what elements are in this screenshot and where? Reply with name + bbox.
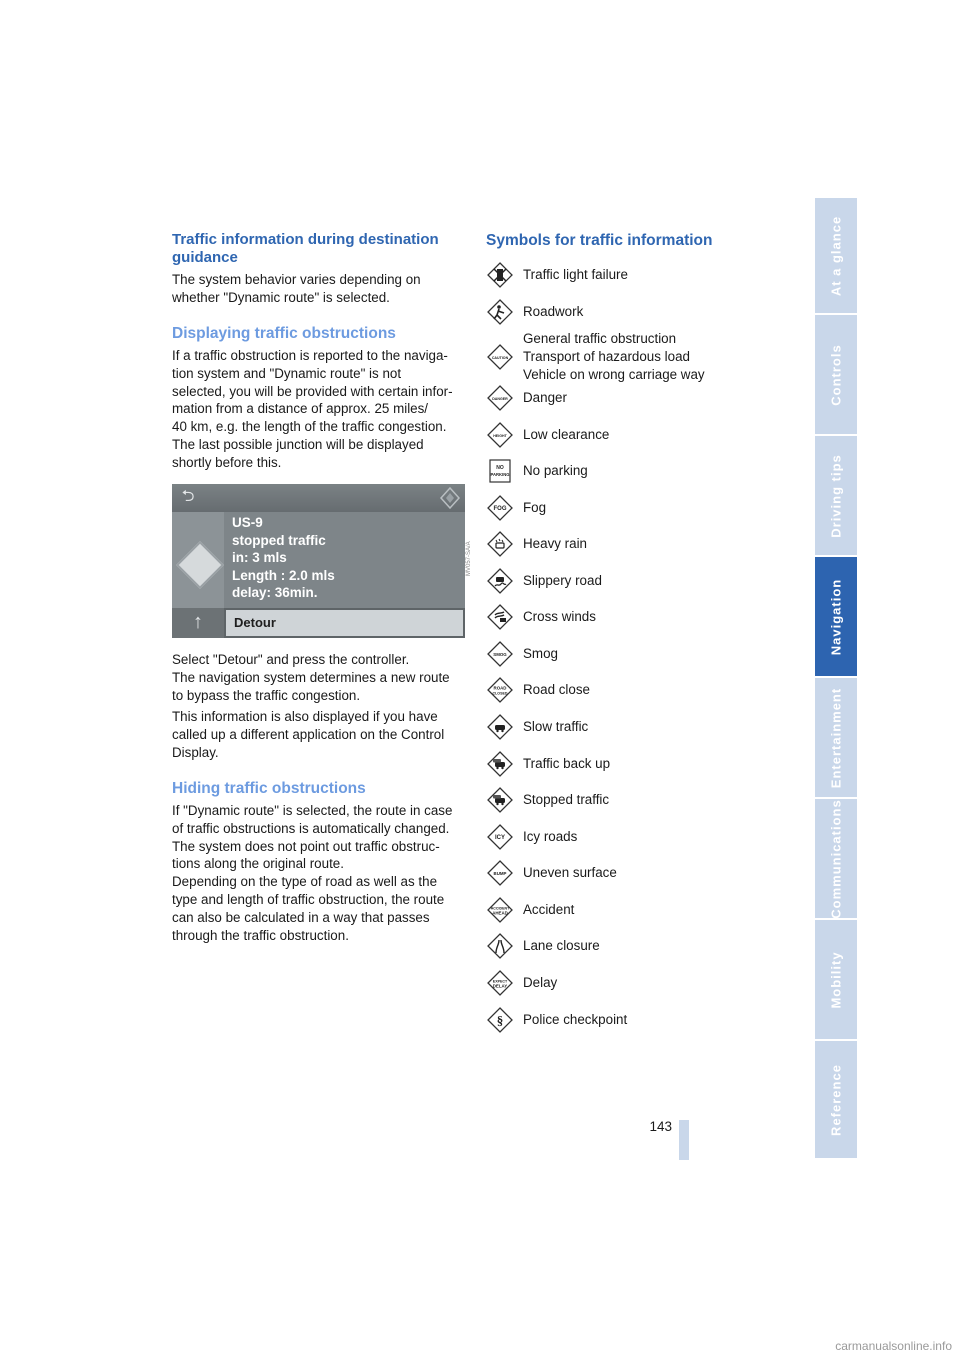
text-line: Length : 2.0 mls xyxy=(232,567,335,583)
symbol-label xyxy=(523,755,610,773)
tab-label: Reference xyxy=(828,1063,844,1136)
text-line: selected, you will be provided with certain infor- xyxy=(172,383,453,399)
text-line: The navigation system determines a new route xyxy=(172,669,450,685)
symbol-label-line: Transport of hazardous load xyxy=(523,348,690,364)
symbol-label xyxy=(523,389,567,407)
symbol-label-line: Smog xyxy=(523,646,558,661)
svg-text:SMOG: SMOG xyxy=(493,652,507,657)
caution-sign-icon xyxy=(487,344,513,370)
straight-arrow-icon: ↑ xyxy=(193,611,203,633)
tab-label: At a glance xyxy=(828,215,844,296)
text-line: The system behavior varies depending on xyxy=(172,272,421,287)
tab-entertainment[interactable] xyxy=(815,678,857,799)
text-line: Display. xyxy=(172,744,219,760)
text-line: If a traffic obstruction is reported to the naviga- xyxy=(172,348,448,363)
bump-sign-icon xyxy=(487,860,513,886)
page-number-bar xyxy=(679,1120,689,1160)
tab-label: Driving tips xyxy=(828,453,844,538)
symbol-label-line: Stopped traffic xyxy=(523,792,610,807)
image-code: MV057-SA/A xyxy=(466,541,472,576)
text-line: type and length of traffic obstruction, the route xyxy=(172,891,445,907)
tab-communications[interactable] xyxy=(815,799,857,920)
hiding-paragraph xyxy=(172,802,467,944)
police-checkpoint-icon xyxy=(487,1007,513,1033)
symbol-label-line: General traffic obstruction xyxy=(523,331,677,346)
symbol-label-line: Road close xyxy=(523,682,590,697)
svg-text:FOG: FOG xyxy=(493,506,507,512)
symbol-label xyxy=(523,828,577,846)
symbol-label xyxy=(523,937,600,955)
symbol-label-line: Slow traffic xyxy=(523,719,589,734)
text-line: guidance xyxy=(172,249,238,266)
svg-text:BUMP: BUMP xyxy=(493,871,507,876)
symbol-label xyxy=(523,791,609,809)
symbol-label xyxy=(523,572,602,590)
tab-driving-tips[interactable] xyxy=(815,436,857,557)
slow-traffic-icon xyxy=(487,714,513,740)
tab-controls[interactable] xyxy=(815,315,857,436)
symbol-label xyxy=(523,535,587,553)
back-arrow-icon: ⮌ xyxy=(181,488,195,505)
text-line: Traffic information during destination xyxy=(172,231,439,248)
symbol-label-line: Delay xyxy=(523,975,558,990)
control-display-screenshot xyxy=(172,484,465,638)
text-line: delay: 36min. xyxy=(232,585,318,600)
heavy-rain-icon xyxy=(487,531,513,557)
tab-reference[interactable] xyxy=(815,1041,857,1160)
symbol-label xyxy=(523,1011,627,1029)
svg-text:DANGER: DANGER xyxy=(492,397,508,401)
symbol-label xyxy=(523,499,546,517)
tab-label: Communications xyxy=(828,798,844,919)
svg-text:HEIGHT: HEIGHT xyxy=(493,434,507,438)
slippery-road-icon xyxy=(487,568,513,594)
symbol-label xyxy=(523,266,628,284)
symbol-label xyxy=(523,330,705,383)
text-line: shortly before this. xyxy=(172,454,282,470)
symbol-label-line: Lane closure xyxy=(523,938,600,953)
symbol-label xyxy=(523,681,590,699)
icy-sign-icon xyxy=(487,824,513,850)
road-closed-sign-icon xyxy=(487,677,513,703)
symbol-label xyxy=(523,974,557,992)
tab-navigation[interactable] xyxy=(815,557,857,678)
symbol-label-line: Traffic light failure xyxy=(523,267,628,282)
detour-button-label: Detour xyxy=(234,615,276,630)
tab-label: Controls xyxy=(828,343,844,406)
svg-text:ROAD: ROAD xyxy=(493,685,507,691)
text-line: of traffic obstructions is automatically changed. xyxy=(172,820,450,836)
text-line: Select "Detour" and press the controller. xyxy=(172,652,410,667)
svg-text:CLOSED: CLOSED xyxy=(492,691,508,696)
cross-winds-icon xyxy=(487,604,513,630)
danger-sign-icon xyxy=(487,385,513,411)
text-line: tion system and "Dynamic route" is not xyxy=(172,365,402,381)
symbol-label xyxy=(523,462,588,480)
symbol-label-line: Icy roads xyxy=(523,829,578,844)
text-line: If "Dynamic route" is selected, the route in case xyxy=(172,803,453,818)
symbol-label-line: No parking xyxy=(523,463,588,478)
svg-text:CAUTION: CAUTION xyxy=(491,356,509,360)
svg-text:§: § xyxy=(496,1013,504,1028)
symbol-label xyxy=(523,645,558,663)
symbol-label-line: Heavy rain xyxy=(523,536,588,551)
expect-delay-sign-icon xyxy=(487,970,513,996)
symbol-label-line: Uneven surface xyxy=(523,865,617,880)
text-line: stopped traffic xyxy=(232,532,326,548)
subsection-title-hiding: Hiding traffic obstructions xyxy=(172,780,366,797)
text-line: in: 3 mls xyxy=(232,550,287,565)
accident-ahead-sign-icon xyxy=(487,897,513,923)
symbol-label-line: Police checkpoint xyxy=(523,1012,628,1027)
symbols-title: Symbols for traffic information xyxy=(486,232,713,249)
svg-text:PARKING: PARKING xyxy=(490,472,510,477)
text-line: US-9 xyxy=(232,515,263,530)
traffic-back-up-icon xyxy=(487,751,513,777)
text-line: through the traffic obstruction. xyxy=(172,927,349,943)
display-paragraph xyxy=(172,708,467,761)
traffic-info-text xyxy=(232,514,335,602)
svg-text:ACCIDENT: ACCIDENT xyxy=(490,906,510,911)
fog-sign-icon xyxy=(487,495,513,521)
text-line: The system does not point out traffic obstruc- xyxy=(172,838,440,854)
roadwork-icon xyxy=(487,299,513,325)
symbol-label-line: Danger xyxy=(523,390,567,405)
text-line: mation from a distance of approx. 25 miles/ xyxy=(172,401,429,417)
no-parking-sign-icon xyxy=(487,458,513,484)
screen-top-bar xyxy=(172,484,465,512)
symbol-label-line: Cross winds xyxy=(523,609,596,624)
section-title-traffic-info xyxy=(172,231,439,267)
chapter-tabs xyxy=(815,198,857,1160)
text-line: whether "Dynamic route" is selected. xyxy=(172,289,390,305)
symbol-label xyxy=(523,864,617,882)
traffic-light-failure-icon xyxy=(487,262,513,288)
text-line: Depending on the type of road as well as the xyxy=(172,874,438,890)
text-line: 40 km, e.g. the length of the traffic congestion. xyxy=(172,419,447,435)
symbol-label-line: Vehicle on wrong carriage way xyxy=(523,366,705,382)
page-number: 143 xyxy=(649,1119,672,1134)
svg-text:ICY: ICY xyxy=(494,835,506,841)
height-sign-icon xyxy=(487,422,513,448)
tab-label: Navigation xyxy=(828,578,844,655)
tab-label: Entertainment xyxy=(828,687,844,788)
symbol-label-line: Roadwork xyxy=(523,304,584,319)
text-line: to bypass the traffic congestion. xyxy=(172,687,361,703)
svg-text:AHEAD: AHEAD xyxy=(492,910,508,916)
tab-at-a-glance[interactable] xyxy=(815,198,857,315)
symbol-label xyxy=(523,718,588,736)
smog-sign-icon xyxy=(487,641,513,667)
controller-compass-icon xyxy=(440,487,460,509)
section-intro xyxy=(172,271,467,307)
symbol-label xyxy=(523,901,574,919)
symbol-label xyxy=(523,303,583,321)
symbol-label xyxy=(523,426,609,444)
stopped-traffic-icon xyxy=(487,787,513,813)
symbol-label xyxy=(523,608,596,626)
displaying-paragraph xyxy=(172,347,467,472)
detour-paragraph xyxy=(172,651,467,704)
text-line: This information is also displayed if you have xyxy=(172,709,438,724)
lane-closure-icon xyxy=(487,933,513,959)
text-line: called up a different application on the Control xyxy=(172,726,445,742)
text-line: tions along the original route. xyxy=(172,856,344,872)
svg-text:DELAY: DELAY xyxy=(492,983,508,989)
symbol-label-line: Traffic back up xyxy=(523,756,611,771)
svg-text:EXPECT: EXPECT xyxy=(492,979,508,984)
tab-mobility[interactable] xyxy=(815,920,857,1041)
symbol-label-line: Fog xyxy=(523,500,547,515)
svg-text:NO: NO xyxy=(496,465,504,471)
symbol-label-line: Accident xyxy=(523,902,575,917)
symbol-label-line: Slippery road xyxy=(523,573,602,588)
tab-label: Mobility xyxy=(828,950,844,1009)
subsection-title-displaying: Displaying traffic obstructions xyxy=(172,325,396,342)
text-line: can also be calculated in a way that passes xyxy=(172,909,430,925)
text-line: The last possible junction will be displayed xyxy=(172,436,424,452)
symbol-label-line: Low clearance xyxy=(523,427,610,442)
watermark: carmanualsonline.info xyxy=(835,1339,952,1353)
